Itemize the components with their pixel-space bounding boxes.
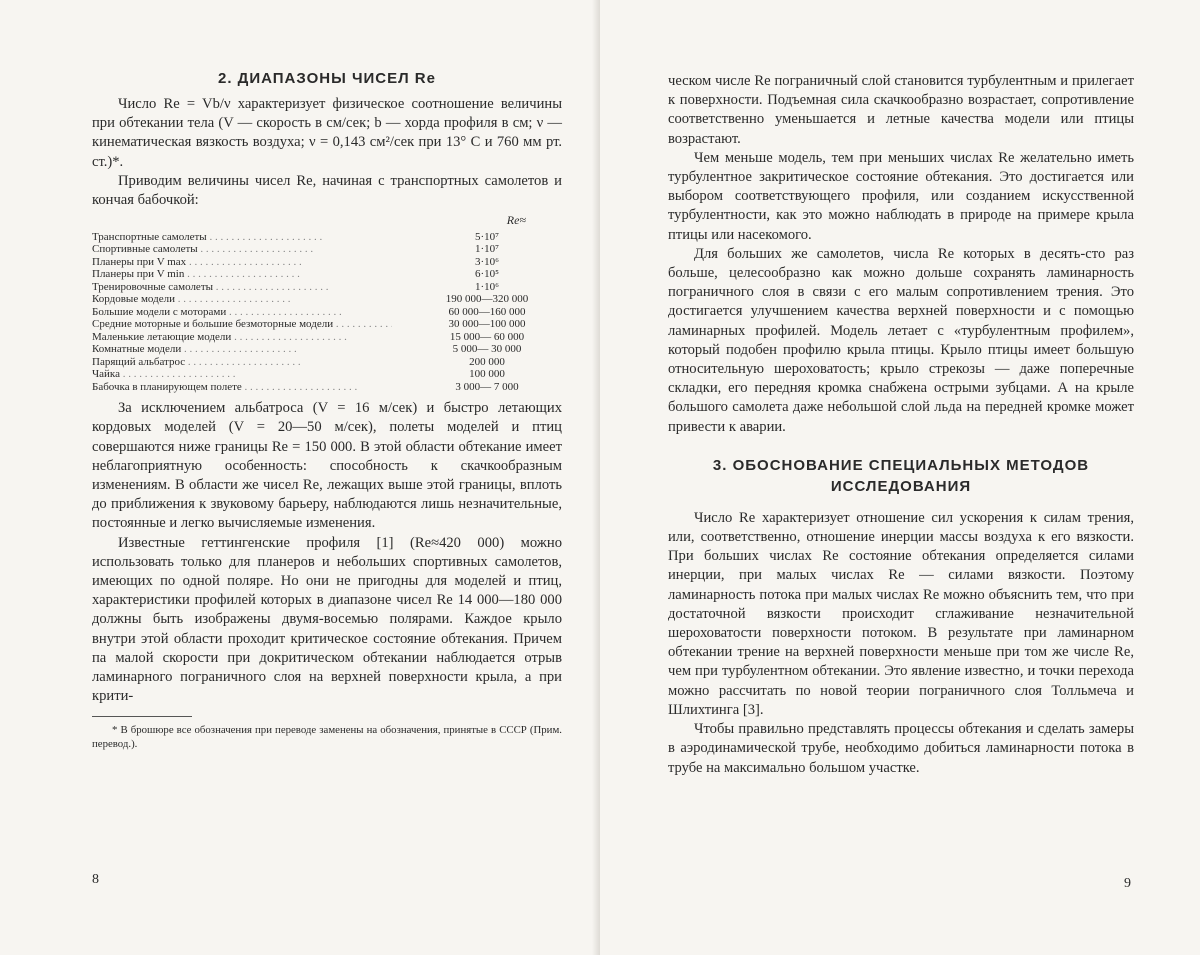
- row-value: 100 000: [469, 368, 505, 381]
- row-label: Средние моторные и большие безмоторные модели . . .: [92, 318, 392, 331]
- paragraph: Для больших же самолетов, числа Re которых в десять-сто раз больше, целесообразно как можно дольше сохранять ламинарность пограничного слоя в связи с его малым сопротивлением трения. Это достигается улучшением качества верхней поверхности и с помощью ламинарных профилей. Модель летает с «турбулентным профилем», который подобен профилю крыла птицы. Крыло птицы имеет большую относительную шероховатость; крыло стрекозы — даже поперечные складки, его передняя кромка снабжена острыми зубцами. А на крыле большого самолета даже небольшой слой льда на передней кромке может привести к аварии.: [668, 245, 1134, 435]
- row-label: Парящий альбатрос . . .: [92, 356, 392, 369]
- row-label: Кордовые модели . . .: [92, 293, 392, 306]
- page-number: 8: [92, 872, 99, 887]
- table-row: [92, 381, 562, 394]
- row-value: 30 000—100 000: [448, 318, 526, 331]
- section-heading-3: 3. ОБОСНОВАНИЕ СПЕЦИАЛЬНЫХ МЕТОДОВ ИССЛЕДОВАНИЯ: [712, 456, 1090, 495]
- row-label: Планеры при V min . . .: [92, 268, 392, 281]
- table-row: [92, 268, 562, 281]
- paragraph: Приводим величины чисел Re, начиная с транспортных самолетов и кончая бабочкой:: [92, 172, 562, 209]
- row-value: 3·10⁶: [475, 255, 499, 268]
- right-page: [600, 0, 1200, 955]
- row-label: Планеры при V max . . .: [92, 256, 392, 269]
- paragraph: Число Re = Vb/ν характеризует физическое соотношение величины при обтекании тела (V — скорость в см/сек; b — хорда профиля в см; ν — кинематическая вязкость воздуха; ν = 0,143 см²/сек при 13° С и 760 мм рт. ст.)*.: [92, 96, 562, 170]
- row-label: Чайка . . .: [92, 368, 392, 381]
- table-row: [92, 256, 562, 269]
- row-label: Спортивные самолеты . . .: [92, 243, 392, 256]
- paragraph: Известные геттингенские профиля [1] (Re≈420 000) можно использовать только для планеров и небольших спортивных самолетов, имеющих по одной поляре. Но они не пригодны для моделей и птиц, характеристики профилей которых в диапазоне чисел Re 14 000—180 000 должны быть изображены двумя-восемью полярами. Каждое крыло внутри этой области проходит критическое состояние обтекания. Причем па малой скорости при докритическом обтекании наблюдается отрыв ламинарного пограничного слоя на верхней поверхности крыла, а при крити-: [92, 534, 562, 705]
- row-value: 60 000—160 000: [448, 305, 526, 318]
- table-row: [92, 243, 562, 256]
- row-label: Тренировочные самолеты . . .: [92, 281, 392, 294]
- table-header: Re≈: [506, 213, 526, 228]
- left-column: [92, 70, 562, 751]
- row-label: Большие модели с моторами . . .: [92, 306, 392, 319]
- row-value: 15 000— 60 000: [449, 330, 525, 343]
- section-heading-2: 2. ДИАПАЗОНЫ ЧИСЕЛ Re: [218, 70, 436, 87]
- paragraph: За исключением альбатроса (V = 16 м/сек) и быстро летающих кордовых моделей (V = 20—50 м/сек), полеты моделей и птиц совершаются ниже границы Re = 150 000. В этой области обтекание имеет неблагоприятную особенность: способность к скачкообразным изменениям. В области же чисел Re, лежащих выше этой границы, вплоть до приближения к звуковому барьеру, наблюдаются лишь незначительные, постоянные и легко вычисляемые изменения.: [92, 400, 562, 532]
- table-row: [92, 356, 562, 369]
- table-row: [92, 231, 562, 244]
- row-value: 200 000: [469, 355, 505, 368]
- row-value: 6·10⁵: [475, 268, 499, 281]
- row-label: Бабочка в планирующем полете . . .: [92, 381, 392, 394]
- paragraph: ческом числе Re пограничный слой становится турбулентным и прилегает к поверхности. Подъемная сила скачкообразно возрастает, сопротивление соответственно уменьшается и летные качества модели или птицы возрастают.: [668, 73, 1134, 147]
- row-label: Транспортные самолеты . . .: [92, 231, 392, 244]
- table-row: [92, 318, 562, 331]
- row-label: Комнатные модели . . .: [92, 343, 392, 356]
- footnote: * В брошюре все обозначения при переводе заменены на обозначения, принятые в СССР (Прим. перевод.).: [92, 724, 562, 751]
- row-value: 5·10⁷: [475, 230, 499, 243]
- table-row: [92, 331, 562, 344]
- table-row: [92, 293, 562, 306]
- row-value: 5 000— 30 000: [452, 343, 522, 356]
- re-values-table: [92, 214, 562, 393]
- table-row: [92, 306, 562, 319]
- row-value: 1·10⁷: [475, 243, 499, 256]
- row-value: 3 000— 7 000: [455, 380, 519, 393]
- table-row: [92, 343, 562, 356]
- page-number: 9: [1124, 876, 1131, 891]
- row-value: 1·10⁶: [475, 280, 499, 293]
- table-row: [92, 281, 562, 294]
- row-label: Маленькие летающие модели . . .: [92, 331, 392, 344]
- paragraph: Чтобы правильно представлять процессы обтекания и сделать замеры в аэродинамической трубе, необходимо добиться ламинарности потока в трубе на максимально большом участке.: [668, 721, 1134, 776]
- table-row: [92, 368, 562, 381]
- paragraph: Число Re характеризует отношение сил ускорения к силам трения, или, соответственно, отношение инерции массы воздуха к его вязкости. При больших числах Re состояние обтекания определяется силами инерции, при малых числах Re — силами вязкости. Поэтому ламинарность потока при малых числах Re можно объяснить тем, что при достаточной вязкости происходит сглаживание незначительной шероховатости поверхности потоком. В результате при ламинарном обтекании трение на верхней поверхности меньше при том же числе Re, чем при турбулентном обтекании. Это явление известно, и точки перехода можно рассчитать по новой теории пограничного слоя Толльмеча и Шлихтинга [3].: [668, 509, 1134, 718]
- right-column: [668, 72, 1134, 778]
- footnote-divider: [92, 716, 192, 717]
- row-value: 190 000—320 000: [445, 293, 529, 306]
- paragraph: Чем меньше модель, тем при меньших числах Re желательно иметь турбулентное закритическое состояние обтекания. Это достигается или выбором соответствующего профиля, или созданием искусственной турбулентности, как это можно наблюдать в природе на примере крыла птицы или насекомого.: [668, 149, 1134, 243]
